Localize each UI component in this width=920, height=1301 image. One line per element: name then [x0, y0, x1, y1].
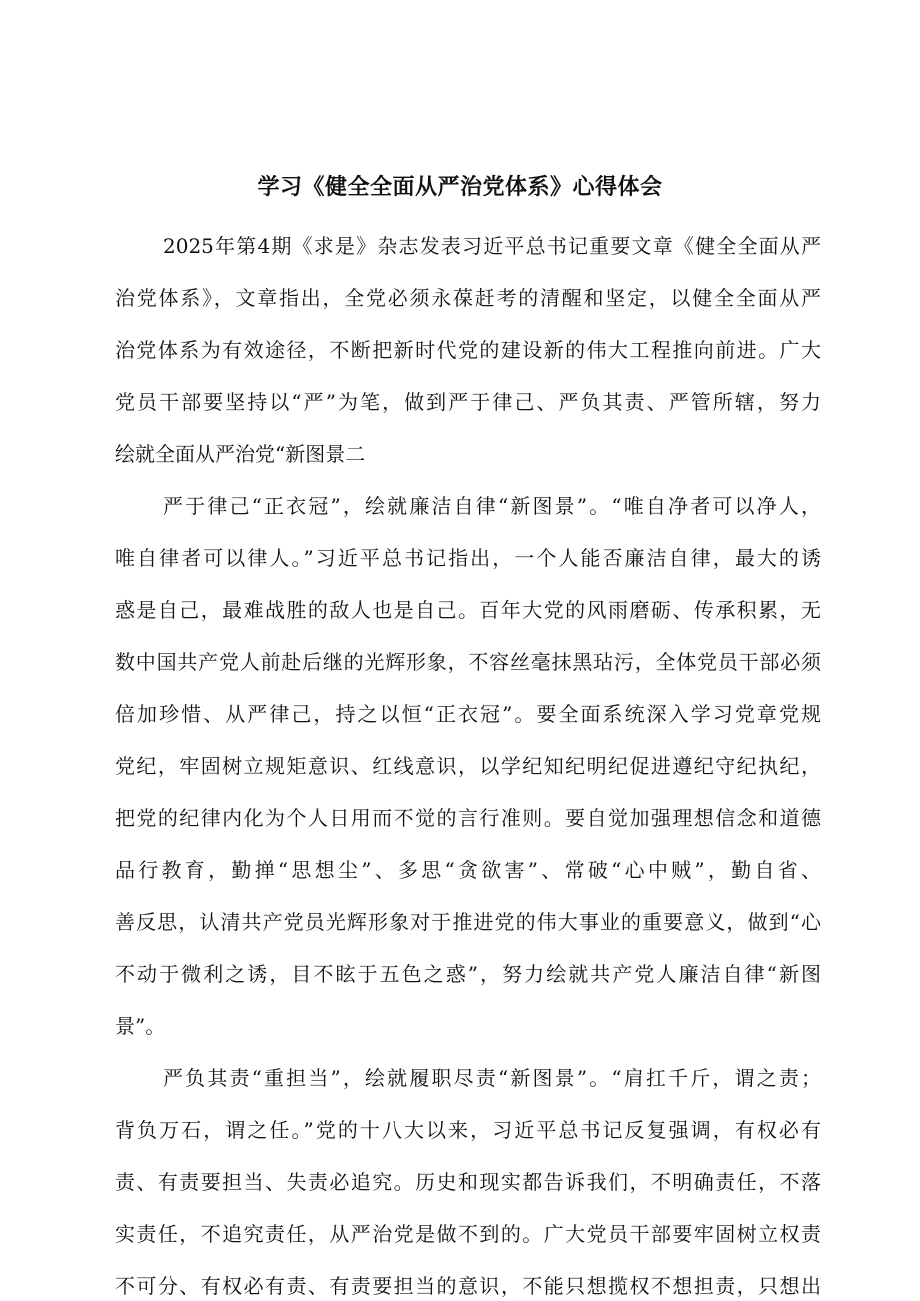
paragraph-2-line-10: 不动于微利之诱，目不眩于五色之惑”，努力绘就共产党人廉洁自律“新图	[115, 962, 821, 986]
paragraph-2-line-3: 惑是自己，最难战胜的敌人也是自己。百年大党的风雨磨砺、传承积累，无	[115, 598, 821, 622]
paragraph-2-line-2: 唯自律者可以律人。”习近平总书记指出，一个人能否廉洁自律，最大的诱	[115, 546, 821, 570]
paragraph-1-line-1: 2025年第4期《求是》杂志发表习近平总书记重要文章《健全全面从严	[163, 234, 821, 258]
paragraph-3-line-4: 实责任，不追究责任，从严治党是做不到的。广大党员干部要牢固树立权责	[115, 1222, 821, 1246]
paragraph-1-line-2: 治党体系》，文章指出，全党必须永葆赶考的清醒和坚定，以健全全面从严	[115, 286, 821, 310]
paragraph-2-line-1: 严于律己“正衣冠”，绘就廉洁自律“新图景”。“唯自净者可以净人，	[163, 494, 821, 518]
paragraph-1-line-5: 绘就全面从严治党“新图景二	[115, 442, 366, 466]
paragraph-2-line-9: 善反思，认清共产党员光辉形象对于推进党的伟大事业的重要意义，做到“心	[115, 910, 821, 934]
document-title: 学习《健全全面从严治党体系》心得体会	[257, 175, 663, 200]
paragraph-1-line-4: 党员干部要坚持以“严”为笔，做到严于律己、严负其责、严管所辖，努力	[115, 390, 821, 414]
paragraph-1-line-3: 治党体系为有效途径，不断把新时代党的建设新的伟大工程推向前进。广大	[115, 338, 821, 362]
paragraph-2-line-5: 倍加珍惜、从严律己，持之以恒“正衣冠”。要全面系统深入学习党章党规	[115, 702, 821, 726]
paragraph-3-line-5: 不可分、有权必有责、有责要担当的意识，不能只想揽权不想担责，只想出	[115, 1274, 821, 1298]
paragraph-3-line-1: 严负其责“重担当”，绘就履职尽责“新图景”。“肩扛千斤，谓之责；	[163, 1066, 821, 1090]
paragraph-2-line-6: 党纪，牢固树立规矩意识、红线意识，以学纪知纪明纪促进遵纪守纪执纪，	[115, 754, 821, 778]
paragraph-3-line-3: 责、有责要担当、失责必追究。历史和现实都告诉我们，不明确责任，不落	[115, 1170, 821, 1194]
paragraph-3-line-2: 背负万石，谓之任。”党的十八大以来，习近平总书记反复强调，有权必有	[115, 1118, 821, 1142]
paragraph-2-line-4: 数中国共产党人前赴后继的光辉形象，不容丝毫抹黑玷污，全体党员干部必须	[115, 650, 821, 674]
paragraph-2-line-11: 景”。	[115, 1014, 166, 1038]
paragraph-2-line-8: 品行教育，勤掸“思想尘”、多思“贪欲害”、常破“心中贼”，勤自省、	[115, 858, 821, 882]
paragraph-2-line-7: 把党的纪律内化为个人日用而不觉的言行准则。要自觉加强理想信念和道德	[115, 806, 821, 830]
